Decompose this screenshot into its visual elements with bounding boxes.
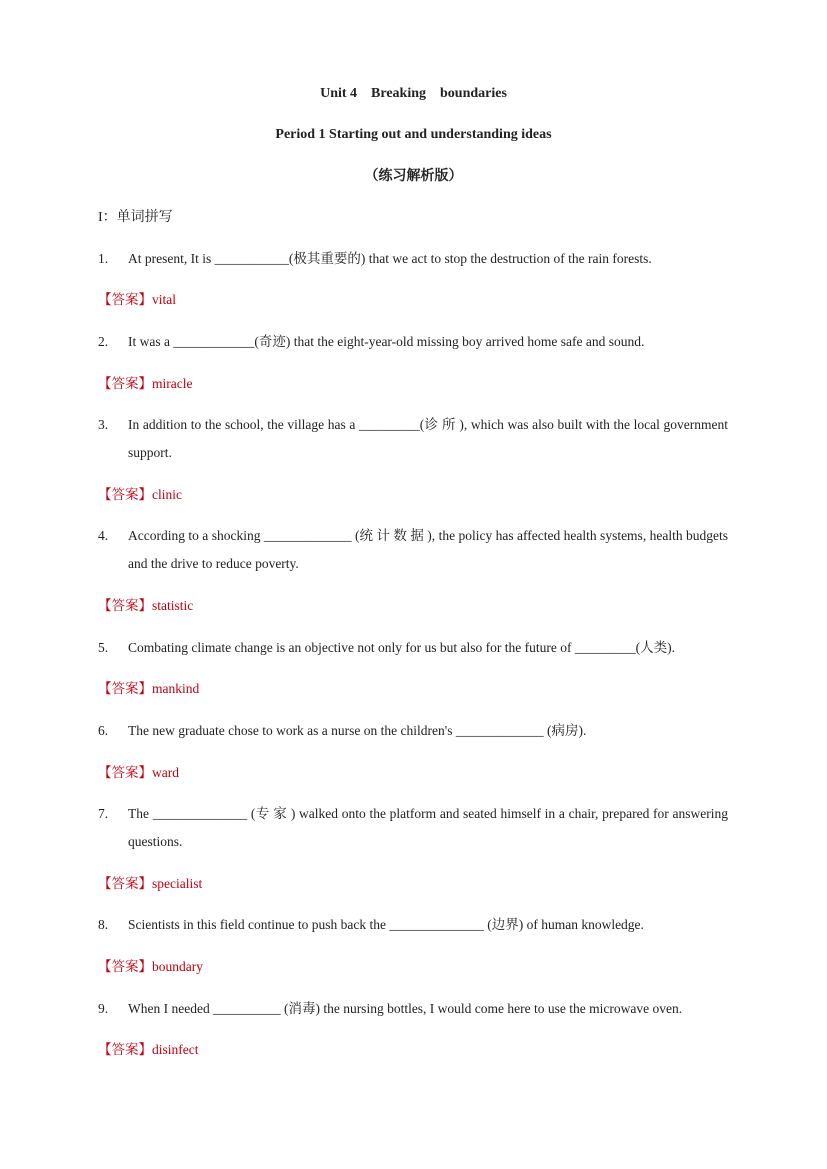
answer-value: miracle (152, 376, 193, 391)
question-number: 3. (98, 417, 109, 432)
question-item (98, 411, 728, 467)
answer-value: ward (152, 765, 179, 780)
answer-tag: 【答案】 (98, 876, 152, 891)
question-number: 7. (98, 806, 109, 821)
answer-tag: 【答案】 (98, 765, 152, 780)
answer-line (98, 596, 193, 616)
answer-tag: 【答案】 (98, 376, 152, 391)
answer-value: vital (152, 292, 176, 307)
version-label: （练习解析版） (364, 169, 463, 184)
question-item (98, 634, 728, 662)
question-number: 4. (98, 528, 109, 543)
answer-tag: 【答案】 (98, 292, 152, 307)
question-item (98, 800, 728, 856)
question-number: 6. (98, 723, 109, 738)
answer-line (98, 679, 199, 699)
question-text: Combating climate change is an objective not only for us but also for the future of _________(人类). (128, 640, 676, 655)
answer-value: specialist (152, 876, 203, 891)
question-item (98, 911, 728, 939)
question-item (98, 245, 728, 273)
answer-line (98, 374, 192, 394)
answer-line (98, 485, 182, 505)
question-item (98, 995, 728, 1023)
question-text: The ______________ (专 家 ) walked onto the platform and seated himself in a chair, prepared for answering questions. (128, 806, 728, 849)
question-text: In addition to the school, the village has a _________(诊 所 ), which was also built with the local government support. (128, 417, 728, 460)
answer-value: boundary (152, 959, 203, 974)
answer-tag: 【答案】 (98, 598, 152, 613)
question-number: 9. (98, 1001, 109, 1016)
question-text: It was a ____________(奇迹) that the eight-year-old missing boy arrived home safe and sound. (128, 334, 645, 349)
question-item (98, 522, 728, 578)
answer-tag: 【答案】 (98, 959, 152, 974)
question-text: When I needed __________ (消毒) the nursing bottles, I would come here to use the microwave oven. (128, 1001, 683, 1016)
question-number: 1. (98, 251, 109, 266)
answer-value: mankind (152, 681, 200, 696)
unit-title: Unit 4 Breaking boundaries (320, 86, 507, 101)
question-number: 2. (98, 334, 109, 349)
answer-line (98, 763, 179, 783)
answer-value: statistic (152, 598, 194, 613)
answer-line (98, 1040, 199, 1060)
question-number: 5. (98, 640, 109, 655)
answer-line (98, 957, 203, 977)
question-item (98, 328, 728, 356)
answer-value: clinic (152, 487, 182, 502)
answer-tag: 【答案】 (98, 681, 152, 696)
question-number: 8. (98, 917, 109, 932)
answer-line (98, 874, 202, 894)
answer-tag: 【答案】 (98, 1042, 152, 1057)
question-item (98, 717, 728, 745)
question-text: At present, It is ___________(极其重要的) that we act to stop the destruction of the rain forests. (128, 251, 652, 266)
question-text: According to a shocking _____________ (统 计 数 据 ), the policy has affected health systems, health budgets and the drive to reduce poverty. (128, 528, 728, 571)
question-text: The new graduate chose to work as a nurse on the children's _____________ (病房). (128, 723, 587, 738)
answer-line (98, 290, 176, 310)
period-title: Period 1 Starting out and understanding ideas (275, 127, 552, 142)
answer-value: disinfect (152, 1042, 199, 1057)
question-text: Scientists in this field continue to push back the ______________ (边界) of human knowledge. (128, 917, 644, 932)
section-heading: I：单词拼写 (98, 210, 173, 225)
answer-tag: 【答案】 (98, 487, 152, 502)
